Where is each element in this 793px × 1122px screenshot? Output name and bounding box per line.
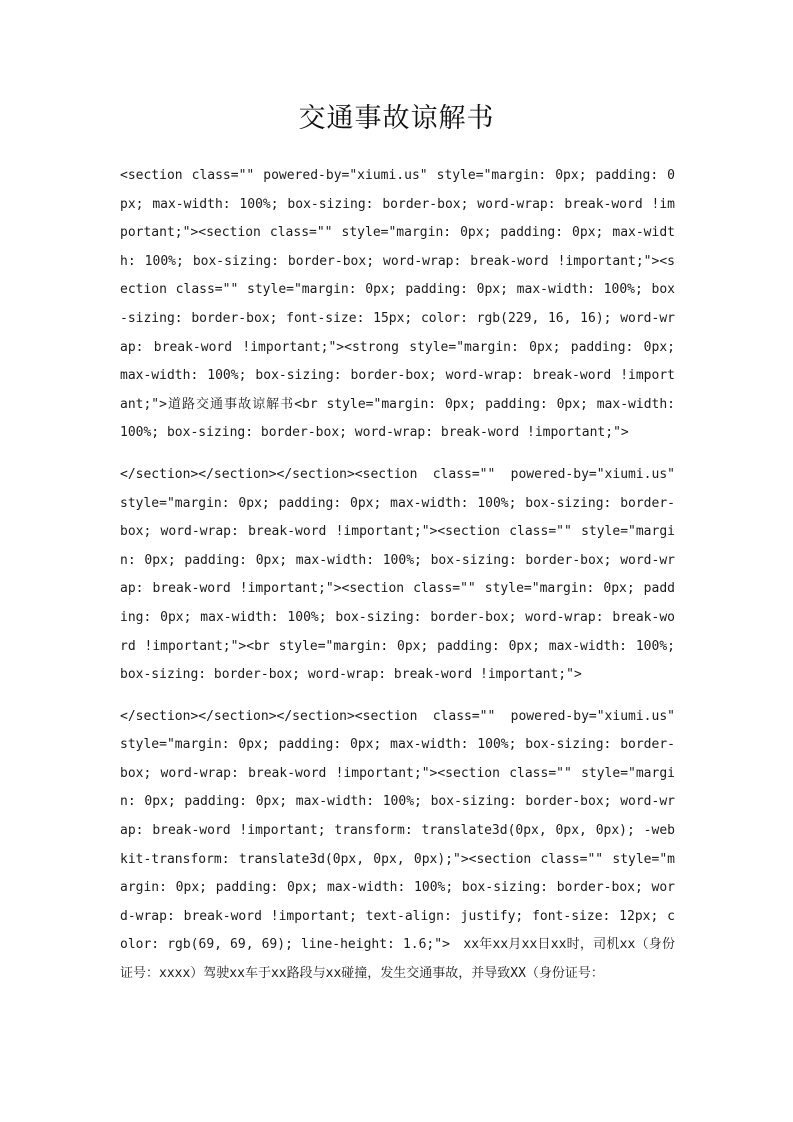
paragraph-2: </section></section></section><section class="" powered-by="xiumi.us" style="margin: 0px; padding: 0px; max-width: 100%; box-sizing: border-box; word-wrap: break-word !important;"><section class="" style="margin: 0px; padding: 0px; max-width: 100%; box-sizing: border-box; word-wrap: break-word !important;"><section class="" style="margin: 0px; padding: 0px; max-width: 100%; box-sizing: border-box; word-wrap: break-word !important;"><br style="margin: 0px; padding: 0px; max-width: 100%; box-sizing: border-box; word-wrap: break-word !important;"> [120, 466, 675, 683]
document-body [120, 162, 675, 989]
paragraph-1: <section class="" powered-by="xiumi.us" style="margin: 0px; padding: 0px; max-width: 100%; box-sizing: border-box; word-wrap: break-word !important;"><section class="" style="margin: 0px; padding: 0px; max-width: 100%; box-sizing: border-box; word-wrap: break-word !important;"><section class="" style="margin: 0px; padding: 0px; max-width: 100%; box-sizing: border-box; font-size: 15px; color: rgb(229, 16, 16); word-wrap: break-word !important;"><strong style="margin: 0px; padding: 0px; max-width: 100%; box-sizing: border-box; word-wrap: break-word !important;">道路交通事故谅解书<br style="margin: 0px; padding: 0px; max-width: 100%; box-sizing: border-box; word-wrap: break-word !important;"> [120, 168, 675, 441]
paragraph-3: </section></section></section><section class="" powered-by="xiumi.us" style="margin: 0px; padding: 0px; max-width: 100%; box-sizing: border-box; word-wrap: break-word !important;"><section class="" style="margin: 0px; padding: 0px; max-width: 100%; box-sizing: border-box; word-wrap: break-word !important; transform: translate3d(0px, 0px, 0px); -webkit-transform: translate3d(0px, 0px, 0px);"><section class="" style="margin: 0px; padding: 0px; max-width: 100%; box-sizing: border-box; word-wrap: break-word !important; text-align: justify; font-size: 12px; color: rgb(69, 69, 69); line-height: 1.6;"> xx年xx月xx日xx时，司机xx（身份证号：xxxx）驾驶xx车于xx路段与xx碰撞，发生交通事故，并导致XX（身份证号： [120, 708, 675, 982]
document-title: 交通事故谅解书 [298, 103, 495, 134]
